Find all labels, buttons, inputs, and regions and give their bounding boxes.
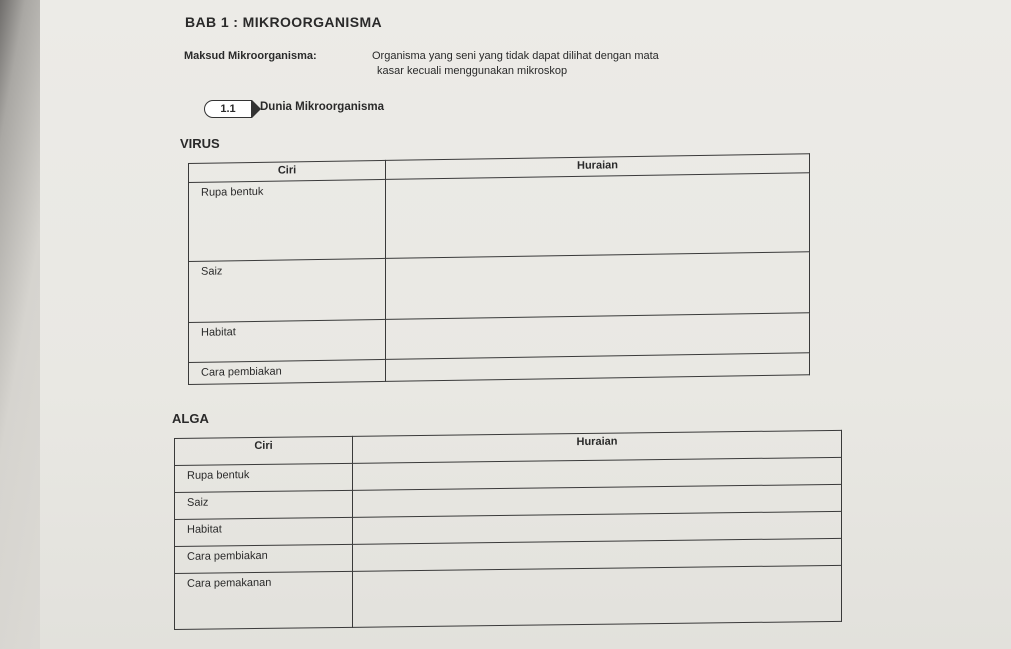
- row-label-cara-pembiakan: Cara pembiakan: [175, 544, 353, 573]
- table-row: [189, 252, 810, 323]
- subsection-title: Dunia Mikroorganisma: [260, 101, 384, 113]
- column-header-huraian: Huraian: [353, 430, 842, 463]
- row-label-saiz: Saiz: [175, 490, 353, 519]
- column-header-huraian: Huraian: [386, 154, 810, 180]
- row-label-rupa-bentuk: Rupa bentuk: [189, 179, 386, 261]
- definition-label: Maksud Mikroorganisma:: [184, 50, 317, 62]
- row-label-rupa-bentuk: Rupa bentuk: [175, 463, 353, 492]
- huraian-cell[interactable]: [386, 173, 810, 259]
- column-header-ciri: Ciri: [175, 436, 353, 465]
- row-label-cara-pemakanan: Cara pemakanan: [175, 571, 353, 629]
- chapter-title: BAB 1 : MIKROORGANISMA: [185, 14, 383, 30]
- subsection-number-badge: 1.1: [204, 100, 252, 118]
- alga-table: [174, 430, 842, 630]
- huraian-cell[interactable]: [353, 565, 842, 627]
- definition-text-line2: kasar kecuali menggunakan mikroskop: [377, 65, 568, 77]
- virus-table: [188, 153, 810, 385]
- column-header-ciri: Ciri: [189, 160, 386, 182]
- row-label-habitat: Habitat: [189, 319, 386, 362]
- table-row: [189, 173, 810, 262]
- virus-heading: VIRUS: [180, 136, 220, 151]
- row-label-habitat: Habitat: [175, 517, 353, 546]
- definition-text-line1: Organisma yang seni yang tidak dapat dilihat dengan mata: [372, 50, 659, 62]
- huraian-cell[interactable]: [386, 252, 810, 320]
- row-label-cara-pembiakan: Cara pembiakan: [189, 359, 386, 384]
- table-row: [175, 565, 842, 629]
- huraian-cell[interactable]: [386, 313, 810, 360]
- row-label-saiz: Saiz: [189, 258, 386, 322]
- alga-heading: ALGA: [172, 411, 209, 426]
